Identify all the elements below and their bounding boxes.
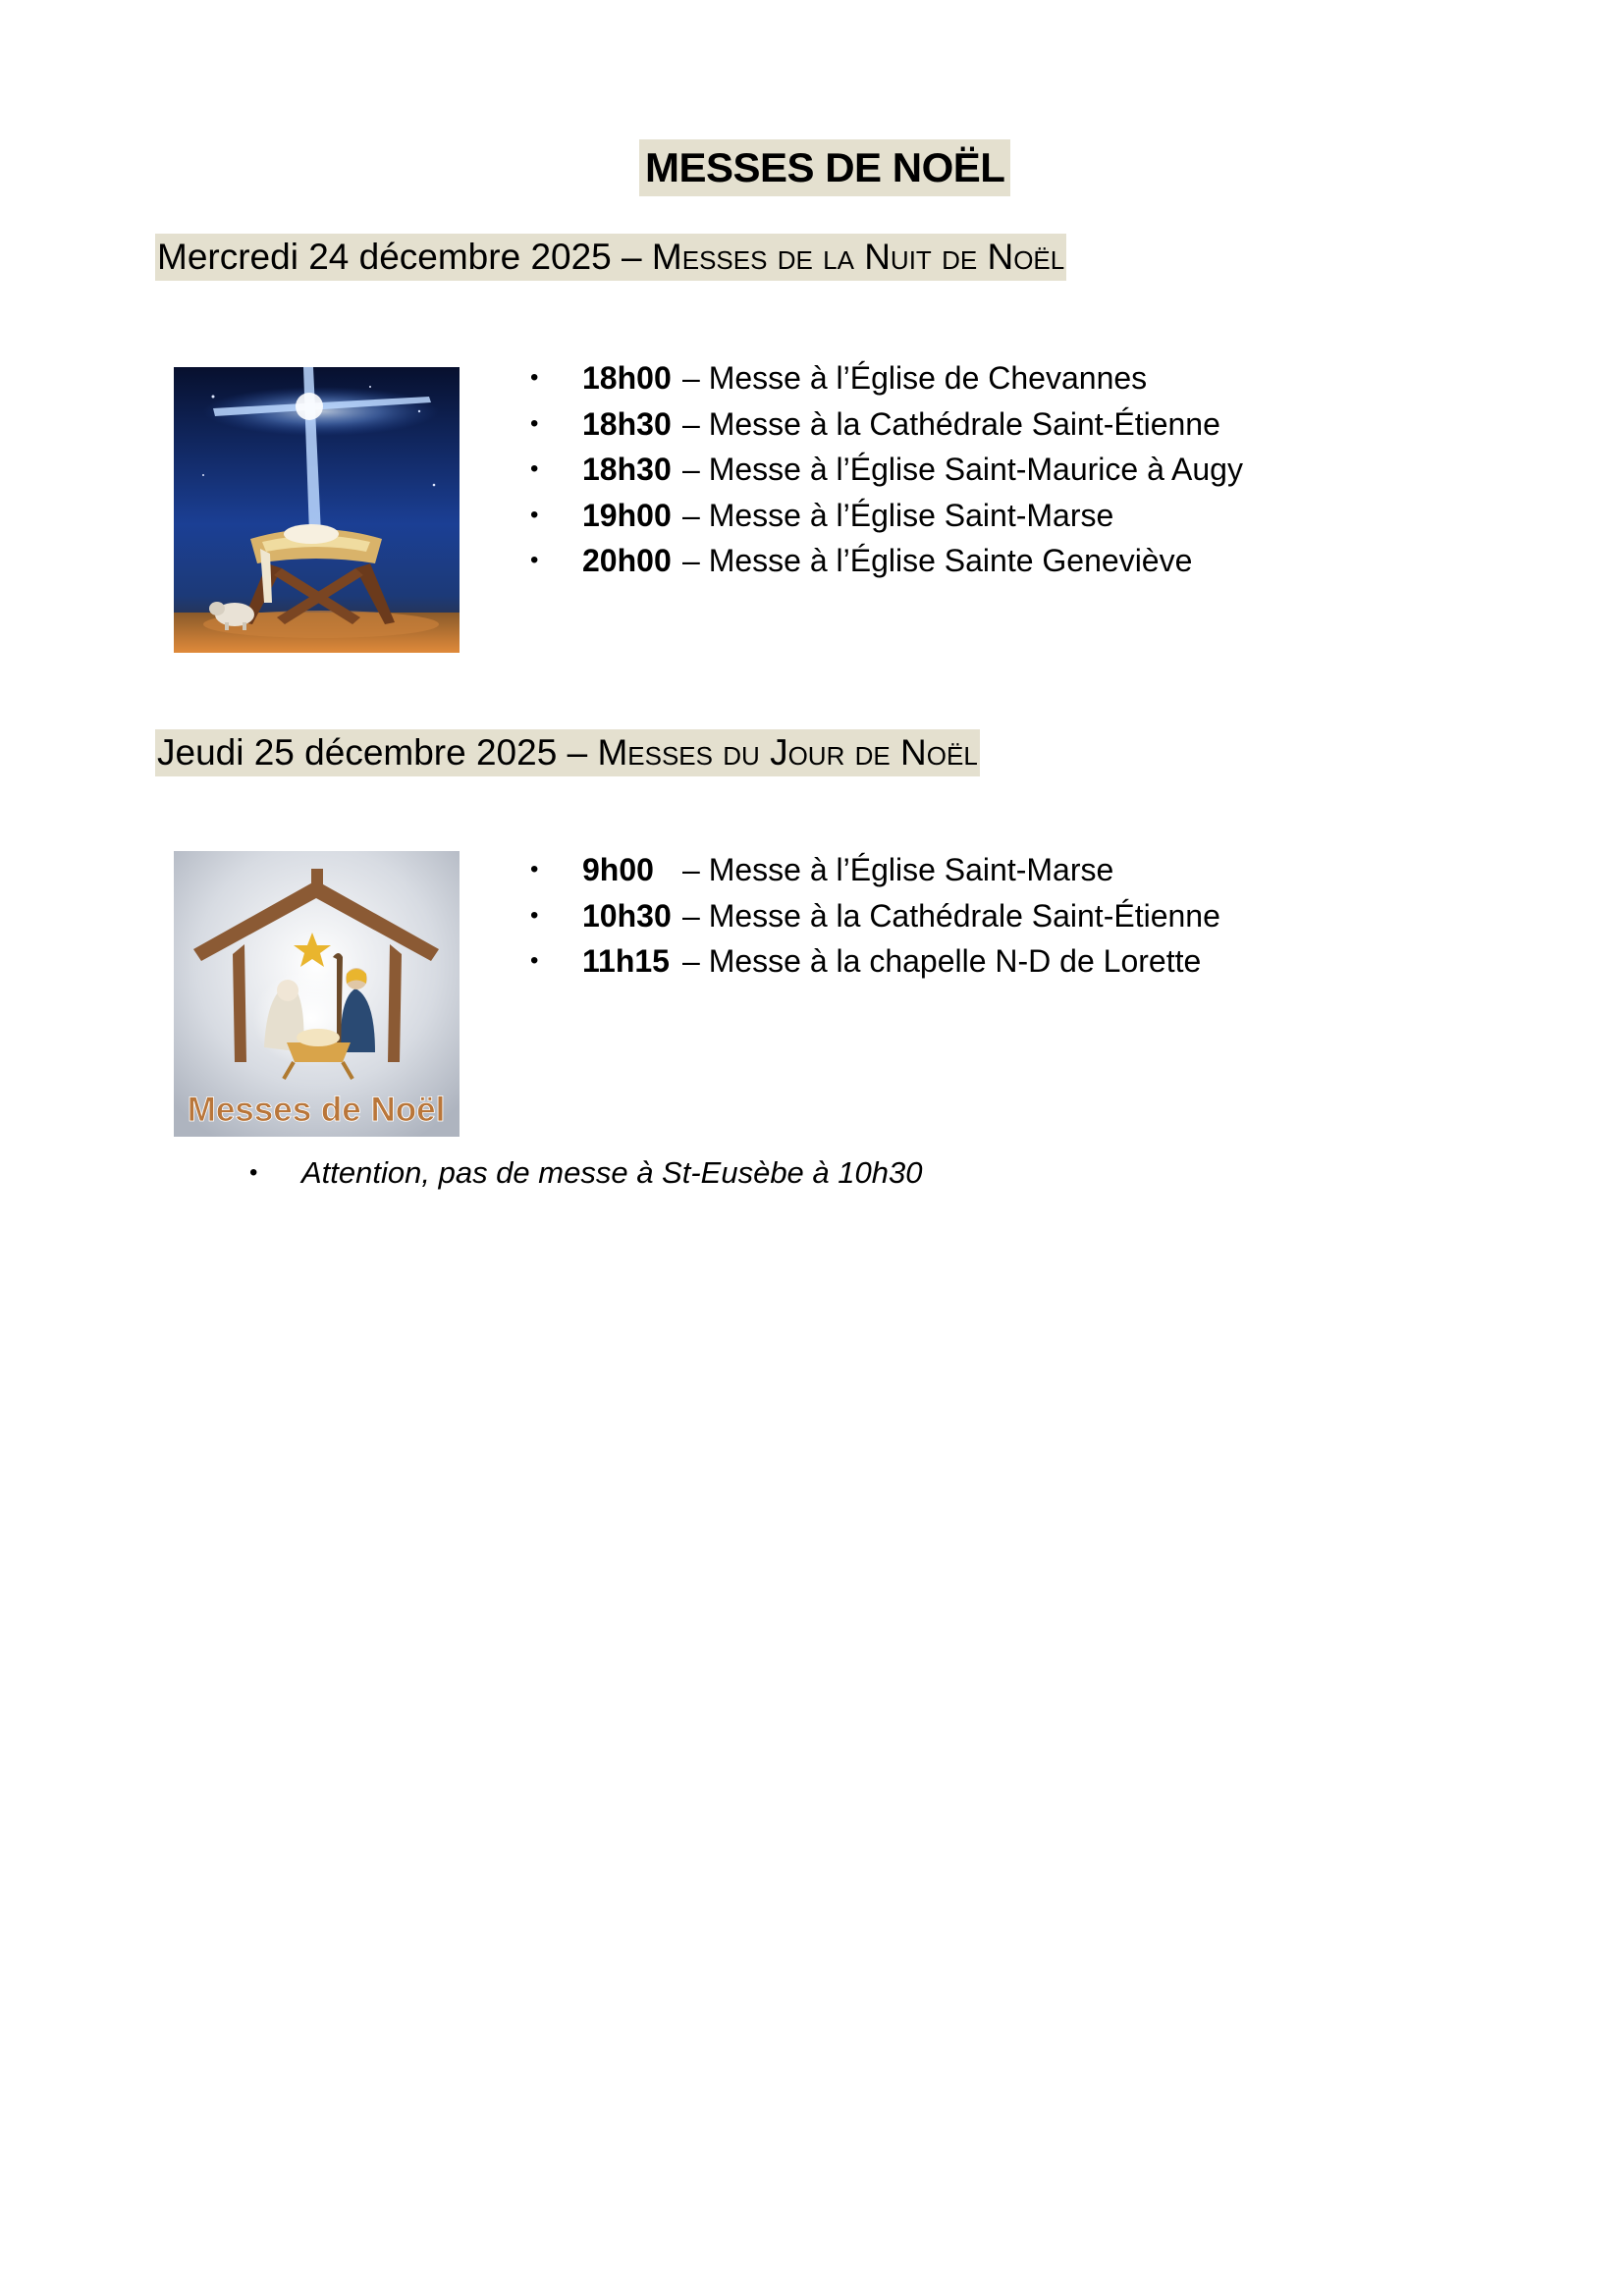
bullet-icon: • (530, 856, 539, 882)
mass-description: – Messe à l’Église Saint-Maurice à Augy (682, 452, 1243, 487)
section-heading-christmas-day (155, 729, 980, 776)
mass-time: 18h30 (582, 405, 672, 442)
bullet-icon: • (530, 901, 539, 929)
mass-time: 11h15 (582, 943, 670, 979)
bullet-icon: • (530, 455, 539, 482)
manger-star-icon (174, 367, 460, 653)
mass-description: – Messe à la Cathédrale Saint-Étienne (682, 405, 1220, 442)
bullet-icon: • (249, 1159, 258, 1186)
mass-time: 20h00 (582, 543, 672, 578)
mass-time: 19h00 (582, 497, 672, 533)
bullet-icon: • (530, 501, 539, 528)
section-subtitle: Messes du Jour de Noël (597, 732, 978, 773)
section-date: Jeudi 25 décembre 2025 (157, 732, 558, 773)
bullet-icon: • (530, 364, 539, 391)
mass-time: 18h30 (582, 452, 672, 487)
nativity-stable-illustration (174, 851, 460, 1137)
mass-time: 10h30 (582, 897, 672, 934)
bullet-icon: • (530, 409, 539, 437)
section-subtitle: Messes de la Nuit de Noël (651, 237, 1065, 277)
mass-description: – Messe à la chapelle N-D de Lorette (682, 943, 1202, 979)
section-heading-christmas-eve (155, 234, 1066, 281)
mass-description: – Messe à l’Église Saint-Marse (682, 497, 1114, 533)
mass-description: – Messe à la Cathédrale Saint-Étienne (682, 897, 1220, 934)
mass-description: – Messe à l’Église de Chevannes (682, 360, 1148, 396)
section-date: Mercredi 24 décembre 2025 (157, 237, 612, 277)
attention-note: Attention, pas de messe à St-Eusèbe à 10h30 (301, 1155, 923, 1190)
mass-description: – Messe à l’Église Saint-Marse (682, 852, 1114, 887)
section-separator: – (567, 732, 588, 773)
section-separator: – (622, 237, 642, 277)
mass-time: 9h00 (582, 852, 654, 887)
stable-caption: Messes de Noël (187, 1091, 446, 1129)
mass-time: 18h00 (582, 360, 672, 396)
nativity-stable-icon (174, 851, 460, 1137)
bullet-icon: • (530, 547, 539, 573)
page-title: MESSES DE NOËL (639, 139, 1010, 196)
nativity-manger-illustration (174, 367, 460, 653)
bullet-icon: • (530, 947, 539, 974)
mass-description: – Messe à l’Église Sainte Geneviève (682, 543, 1193, 578)
